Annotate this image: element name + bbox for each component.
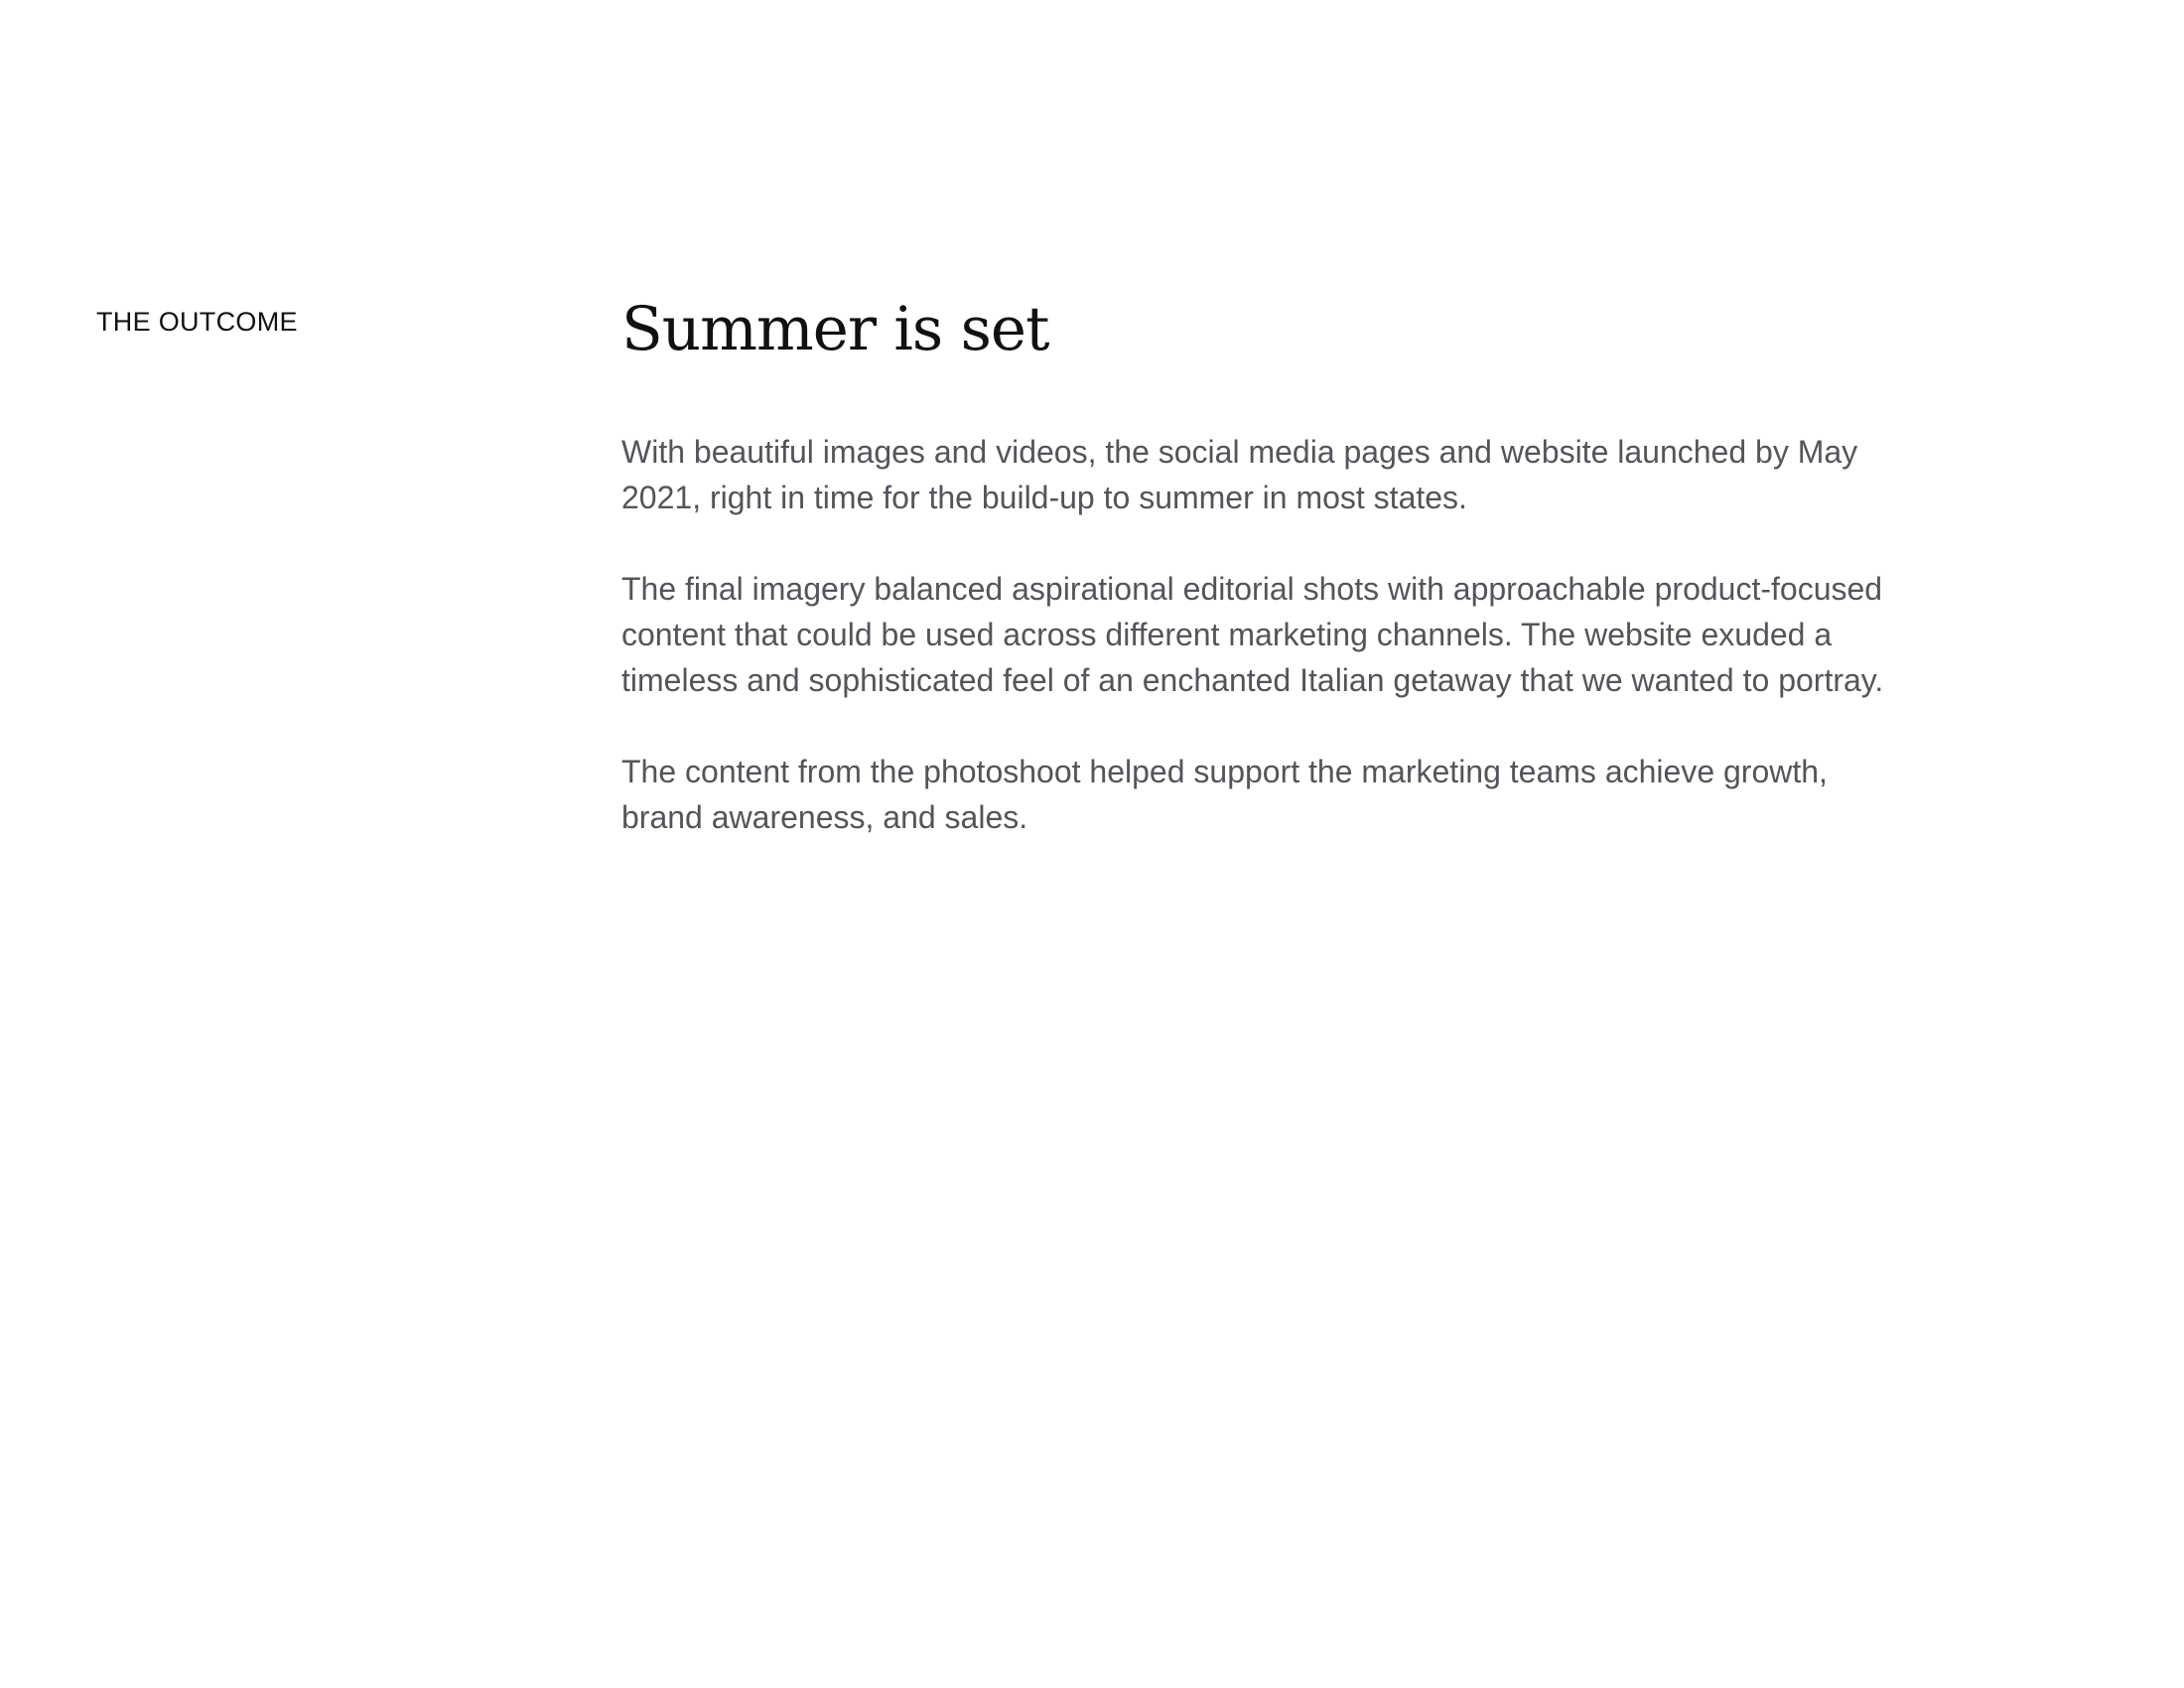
paragraph-results: The content from the photoshoot helped support the marketing teams achieve growth, brand awareness, and sales.: [621, 754, 1828, 835]
body-text: [621, 429, 1902, 840]
paragraph-imagery: The final imagery balanced aspirational editorial shots with approachable product-focused content that could be used across different marketing channels. The website exuded a timeless and sophisticated feel of an enchanted Italian getaway that we wanted to portray.: [621, 571, 1884, 698]
content-column: [621, 290, 1902, 886]
page-title: Summer is set: [621, 294, 1049, 364]
section-label: THE OUTCOME: [96, 307, 298, 337]
paragraph-launch: With beautiful images and videos, the social media pages and website launched by May 2021, right in time for the build-up to summer in most states.: [621, 434, 1858, 515]
